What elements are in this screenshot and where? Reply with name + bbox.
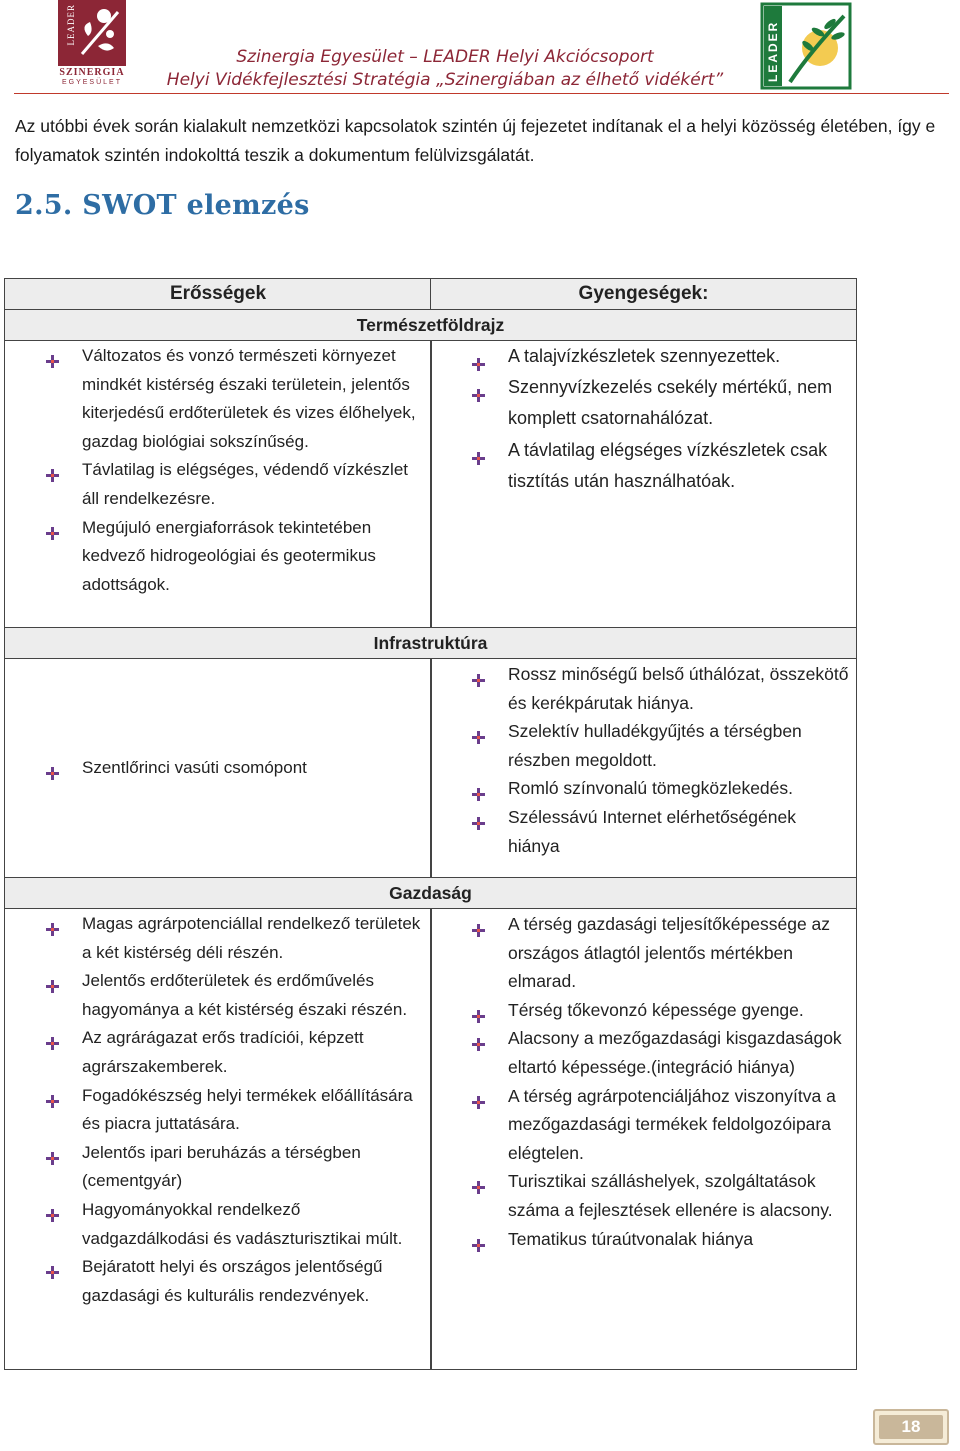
weaknesses-list-1 [478,341,850,497]
bullet-icon [46,761,59,774]
list-item [52,1024,424,1081]
bullet-list [478,910,852,1253]
list-item-text: A távlatilag elégséges vízkészletek csak tisztítás után használhatóak. [508,439,828,491]
list-item [52,1253,424,1310]
page-header [0,0,960,100]
list-item-text: Az agrárágazat erős tradíciói, képzett agrárszakemberek. [82,1028,364,1076]
list-item [52,1139,424,1196]
column-divider [430,340,432,628]
section-heading: 2.5. SWOT elemzés [15,190,310,221]
list-item [478,1167,852,1224]
bullet-icon [46,974,59,987]
section-band-termeszetfoldrajz [4,309,857,341]
list-item [478,372,850,434]
bullet-icon [46,917,59,930]
list-item [52,342,424,456]
list-item [478,660,850,717]
list-item-text: Jelentős erdőterületek és erdőművelés hagyománya a két kistérség északi részén. [82,971,408,1019]
list-item-text: Megújuló energiaforrások tekintetében kedvező hidrogeológiai és geotermikus adottságok. [82,517,376,594]
list-item [52,754,424,783]
bullet-icon [46,1146,59,1159]
bullet-icon [46,1260,59,1273]
bullet-icon [46,463,59,476]
list-item [478,341,850,372]
bullet-icon [472,444,485,457]
list-item-text: A térség agrárpotenciáljához viszonyítva a mezőgazdasági termékek feldolgozóipara elégtelen. [508,1085,836,1163]
strengths-list-2 [52,754,424,783]
bullet-icon [472,810,485,823]
bullet-icon [46,349,59,362]
section-band-gazdasag [4,877,857,909]
weaknesses-header [430,278,857,310]
list-item [52,1196,424,1253]
bullet-icon [472,350,485,363]
list-item [478,435,850,497]
bullet-icon [472,381,485,394]
section-band-infrastruktura [4,627,857,659]
list-item-text: Rossz minőségű belső úthálózat, összekötő és kerékpárutak hiánya. [508,664,849,713]
bullet-icon [472,1232,485,1245]
page-number: 18 [879,1415,943,1439]
strengths-header [4,278,432,310]
column-divider [430,658,432,878]
list-item-text: Távlatilag is elégséges, védendő vízkészlet áll rendelkezésre. [82,460,409,508]
list-item [478,803,850,860]
section-title: Gazdaság [389,883,472,903]
section-title: Infrastruktúra [373,633,488,653]
bullet-icon [472,1089,485,1102]
leaf-icon [78,6,122,58]
bullet-list [478,341,850,497]
bullet-list [52,342,424,599]
bullet-list [52,910,424,1310]
list-item-text: Szelektív hulladékgyűjtés a térségben részben megoldott. [508,721,802,770]
bullet-icon [472,724,485,737]
list-item-text: Térség tőkevonzó képessége gyenge. [508,999,804,1020]
column-divider [430,908,432,1370]
list-item [478,996,852,1025]
weaknesses-list-3 [478,910,852,1253]
list-item [478,910,852,996]
szinergia-logo [52,0,132,92]
list-item-text: Szentlőrinci vasúti csomópont [82,758,307,777]
logo-name: SZINERGIA [59,67,125,78]
logo-vertical-text: LEADER [66,4,76,46]
list-item [52,456,424,513]
bullet-icon [472,1031,485,1044]
list-item [478,717,850,774]
list-item [52,1082,424,1139]
list-item-text: A talajvízkészletek szennyezettek. [508,346,781,366]
list-item-text: Változatos és vonzó természeti környezet mindkét kistérség északi területein, jelentős kiterjedésű erdőterületek és vizes élőhelyek, gazdag biológiai sokszínűség. [82,346,416,451]
bullet-list [52,754,424,783]
strengths-list-3 [52,910,424,1310]
bullet-icon [46,1031,59,1044]
header-line-1: Szinergia Egyesület – LEADER Helyi Akciócsoport [236,47,654,67]
bullet-icon [46,1089,59,1102]
bullet-icon [472,667,485,680]
list-item-text: Hagyományokkal rendelkező vadgazdálkodási és vadászturisztikai múlt. [82,1199,403,1248]
list-item [478,1225,852,1254]
list-item-text: Alacsony a mezőgazdasági kisgazdaságok eltartó képessége.(integráció hiánya) [508,1028,842,1077]
list-item-text: A térség gazdasági teljesítőképessége az országos átlagtól jelentős mértékben elmarad. [508,914,831,992]
list-item-text: Magas agrárpotenciállal rendelkező területek a két kistérség déli részén. [82,914,421,962]
bullet-icon [472,917,485,930]
leader-vertical-text: LEADER [766,20,780,82]
leader-emblem-icon [760,2,854,90]
list-item [478,1024,852,1081]
strengths-header-label: Erősségek [169,283,267,304]
header-title [150,46,740,92]
page-number-box [873,1409,949,1445]
header-line-2: Helyi Vidékfejlesztési Stratégia „Szinergiában az élhető vidékért” [166,70,724,90]
list-item-text: Romló színvonalú tömegközlekedés. [508,778,794,799]
list-item [52,514,424,600]
list-item [478,1082,852,1168]
list-item-text: Bejáratott helyi és országos jelentőségű gazdasági és kulturális rendezvények. [82,1257,383,1305]
list-item-text: Fogadókészség helyi termékek előállítására és piacra juttatására. [82,1085,413,1134]
section-title: Természetföldrajz [356,315,505,335]
leader-logo [760,2,854,90]
bullet-icon [472,1003,485,1016]
bullet-icon [472,781,485,794]
bullet-icon [46,1203,59,1216]
bullet-list [478,660,850,860]
logo-subname: EGYESÜLET [61,79,122,86]
list-item [52,967,424,1024]
intro-paragraph: Az utóbbi évek során kialakult nemzetközi kapcsolatok szintén új fejezetet indítanak el a helyi közösség életében, így e folyamatok szintén indokolttá teszik a dokumentum felülvizsgálatát. [15,116,936,165]
weaknesses-header-label: Gyengeségek: [578,283,709,304]
list-item [478,774,850,803]
list-item-text: Turisztikai szálláshelyek, szolgáltatások száma a fejlesztések ellenére is alacsony. [508,1171,833,1220]
strengths-list-1 [52,342,424,599]
list-item [52,910,424,967]
logo-block [58,0,126,66]
bullet-icon [46,521,59,534]
list-item-text: Tematikus túraútvonalak hiánya [508,1228,754,1249]
list-item-text: Szennyvízkezelés csekély mértékű, nem komplett csatornahálózat. [508,377,833,429]
header-rule [14,93,949,94]
weaknesses-list-2 [478,660,850,860]
list-item-text: Jelentős ipari beruházás a térségben (cementgyár) [82,1142,361,1191]
bullet-icon [472,1174,485,1187]
list-item-text: Szélessávú Internet elérhetőségének hiánya [508,806,796,856]
